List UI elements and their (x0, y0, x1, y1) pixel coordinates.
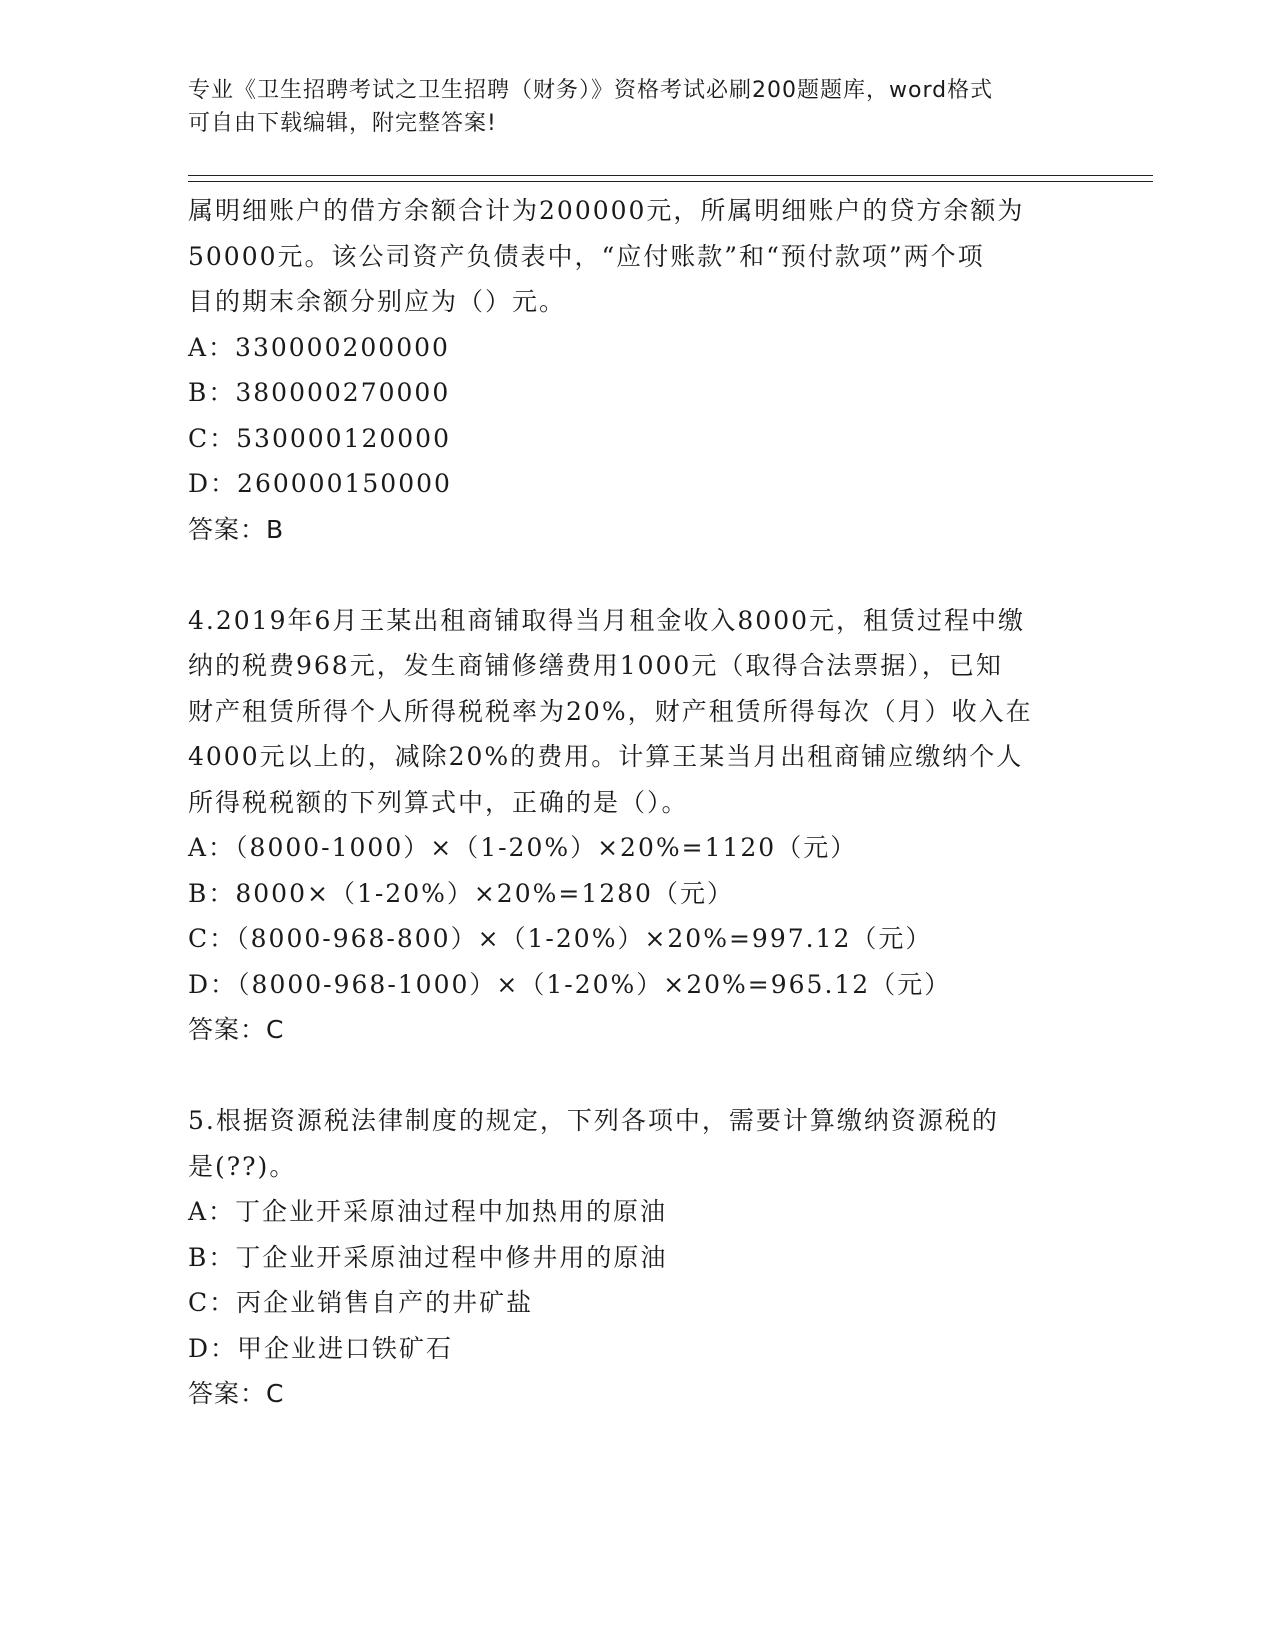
option-c: C：530000120000 (188, 423, 451, 453)
header-divider-bottom (188, 181, 1153, 182)
question-spacer (188, 552, 1088, 598)
question-text-line: 所得税税额的下列算式中，正确的是（）。 (188, 787, 689, 817)
answer-label: 答案：C (188, 1379, 285, 1408)
option-a: A：330000200000 (188, 332, 450, 362)
option-a: A：丁企业开采原油过程中加热用的原油 (188, 1197, 668, 1226)
option-d: D：（8000-968-1000）×（1-20%）×20%=965.12（元） (188, 969, 952, 999)
option-d: D：甲企业进口铁矿石 (188, 1333, 454, 1363)
question-text-line: 财产租赁所得个人所得税税率为20%，财产租赁所得每次（月）收入在 (188, 696, 1033, 726)
question-5 (188, 1098, 1088, 1417)
header-title-line-2: 可自由下载编辑，附完整答案! (188, 111, 497, 136)
header-title-line-1: 专业《卫生招聘考试之卫生招聘（财务）》资格考试必刷200题题库，word格式 (188, 78, 994, 103)
option-b: B：8000×（1-20%）×20%=1280（元） (188, 878, 734, 908)
question-spacer (188, 1053, 1088, 1099)
question-text-line: 是(??)。 (188, 1151, 297, 1181)
option-a: A：（8000-1000）×（1-20%）×20%=1120（元） (188, 833, 858, 862)
question-text-line: 纳的税费968元，发生商铺修缮费用1000元（取得合法票据），已知 (188, 651, 1003, 680)
question-text-line: 4000元以上的，减除20%的费用。计算王某当月出租商铺应缴纳个人 (188, 742, 1024, 771)
page-header (188, 74, 1068, 140)
question-content (188, 188, 1088, 1417)
option-b: B：380000270000 (188, 378, 451, 407)
option-c: C：（8000-968-800）×（1-20%）×20%=997.12（元） (188, 924, 933, 953)
question-text-line: 4.2019年6月王某出租商铺取得当月租金收入8000元，租赁过程中缴 (188, 605, 1026, 635)
header-divider-top (188, 175, 1153, 176)
answer-label: 答案：C (188, 1015, 285, 1044)
question-text-line: 属明细账户的借方余额合计为200000元，所属明细账户的贷方余额为 (188, 196, 1025, 225)
question-3 (188, 188, 1088, 552)
question-text-line: 5.根据资源税法律制度的规定，下列各项中，需要计算缴纳资源税的 (188, 1106, 999, 1135)
option-c: C：丙企业销售自产的井矿盐 (188, 1288, 534, 1317)
option-d: D：260000150000 (188, 469, 452, 498)
question-text-line: 50000元。该公司资产负债表中，“应付账款”和“预付款项”两个项 (188, 241, 985, 271)
option-b: B：丁企业开采原油过程中修井用的原油 (188, 1242, 668, 1272)
question-text-line: 目的期末余额分别应为（）元。 (188, 287, 567, 316)
question-4 (188, 598, 1088, 1053)
answer-label: 答案：B (188, 514, 285, 544)
